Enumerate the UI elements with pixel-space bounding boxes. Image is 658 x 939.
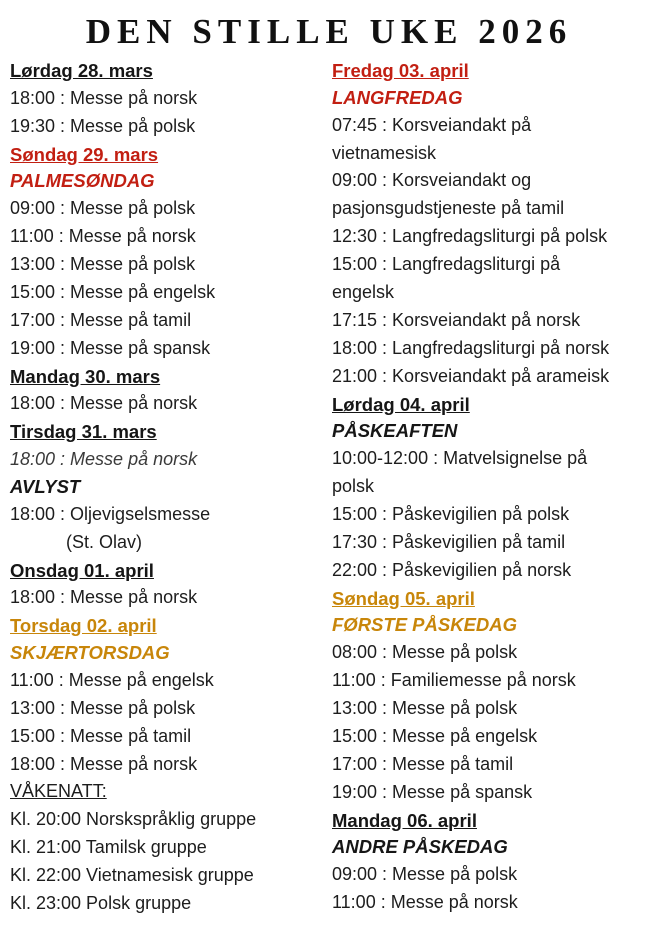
event-item: 15:00 : Messe på engelsk (332, 725, 538, 746)
day-block (332, 392, 640, 585)
event-item: 19:00 : Messe på spansk (10, 337, 211, 358)
day-title: Mandag 30. mars (10, 365, 161, 387)
event-item: 22:00 : Påskevigilien på norsk (332, 559, 572, 580)
event-item: 13:00 : Messe på polsk (10, 254, 196, 274)
event-item: 18:00 : Oljevigselsmesse (10, 503, 211, 524)
event-item: 15:00 : Messe på tamil (10, 725, 192, 746)
event-item: 17:00 : Messe på tamil (10, 309, 192, 330)
day-title: Mandag 06. april (332, 809, 477, 831)
feast-label: SKJÆRTORSDAG (10, 642, 170, 664)
event-item: 19:00 : Messe på spansk (332, 781, 533, 802)
event-item: 09:00 : Messe på polsk (10, 198, 196, 219)
event-item: 09:00 : Korsveiandakt og (332, 170, 532, 191)
event-item-cancelled: 18:00 : Messe på norsk (10, 449, 198, 470)
day-title: Lørdag 04. april (332, 393, 470, 415)
event-item: 11:00 : Messe på norsk (10, 226, 196, 247)
event-item: 18:00 : Messe på norsk (10, 87, 198, 108)
day-block (332, 808, 640, 917)
day-block (10, 558, 318, 613)
page-title: DEN STILLE UKE 2026 (85, 12, 573, 51)
event-item-cont: pasjonsgudstjeneste på tamil (332, 198, 565, 219)
event-item: 18:00 : Messe på norsk (10, 587, 198, 608)
day-block (10, 58, 318, 141)
event-item-detail: (St. Olav) (66, 531, 143, 552)
left-column (10, 58, 318, 919)
day-block (10, 142, 318, 363)
day-block (332, 586, 640, 807)
event-item: 17:00 : Messe på tamil (332, 753, 514, 774)
event-item-cont: polsk (332, 476, 375, 497)
event-item: 08:00 : Messe på polsk (332, 642, 518, 663)
day-block (10, 613, 318, 918)
event-item: 15:00 : Langfredagsliturgi på (332, 254, 561, 275)
day-block (332, 58, 640, 391)
section-label-vakenatt: VÅKENATT: (10, 781, 107, 802)
event-item: 13:00 : Messe på polsk (332, 698, 518, 719)
event-item: 18:00 : Langfredagsliturgi på norsk (332, 337, 610, 358)
event-item-cont: vietnamesisk (332, 142, 437, 163)
right-column (332, 58, 640, 918)
feast-label: PÅSKEAFTEN (332, 420, 458, 442)
day-title: Onsdag 01. april (10, 559, 154, 581)
feast-label: PALMESØNDAG (10, 170, 155, 192)
day-title: Tirsdag 31. mars (10, 421, 157, 443)
event-item: 10:00-12:00 : Matvelsignelse på (332, 448, 588, 469)
day-title: Torsdag 02. april (10, 615, 157, 637)
event-item: 12:30 : Langfredagsliturgi på polsk (332, 226, 608, 247)
feast-label: FØRSTE PÅSKEDAG (332, 614, 518, 636)
day-block (10, 419, 318, 556)
event-item: 19:30 : Messe på polsk (10, 115, 196, 136)
day-title: Lørdag 28. mars (10, 60, 153, 81)
cancelled-note: AVLYST (10, 475, 81, 497)
event-item: 11:00 : Messe på engelsk (10, 669, 214, 690)
event-item: 21:00 : Korsveiandakt på arameisk (332, 365, 610, 386)
event-item: 15:00 : Påskevigilien på polsk (332, 503, 570, 524)
event-item: 15:00 : Messe på engelsk (10, 281, 216, 302)
day-title: Søndag 29. mars (10, 143, 159, 165)
event-item: 11:00 : Familiemesse på norsk (332, 670, 576, 691)
event-item: Kl. 22:00 Vietnamesisk gruppe (10, 865, 254, 886)
event-item: 13:00 : Messe på polsk (10, 697, 196, 718)
event-item: 07:45 : Korsveiandakt på (332, 114, 532, 135)
day-title: Fredag 03. april (332, 60, 469, 81)
event-item: 18:00 : Messe på norsk (10, 393, 198, 414)
event-item: 11:00 : Messe på norsk (332, 892, 518, 913)
day-title: Søndag 05. april (332, 587, 475, 609)
event-item: Kl. 20:00 Norskspråklig gruppe (10, 809, 257, 830)
event-item: Kl. 23:00 Polsk gruppe (10, 893, 192, 914)
event-item: 18:00 : Messe på norsk (10, 753, 198, 774)
day-block (10, 364, 318, 419)
schedule-columns (10, 58, 648, 919)
event-item: 09:00 : Messe på polsk (332, 864, 518, 885)
event-item: 17:30 : Påskevigilien på tamil (332, 531, 566, 552)
event-item-cont: engelsk (332, 281, 395, 302)
event-item: Kl. 21:00 Tamilsk gruppe (10, 837, 207, 858)
feast-label: LANGFREDAG (332, 86, 463, 108)
feast-label: ANDRE PÅSKEDAG (332, 836, 508, 858)
event-item: 17:15 : Korsveiandakt på norsk (332, 309, 581, 330)
